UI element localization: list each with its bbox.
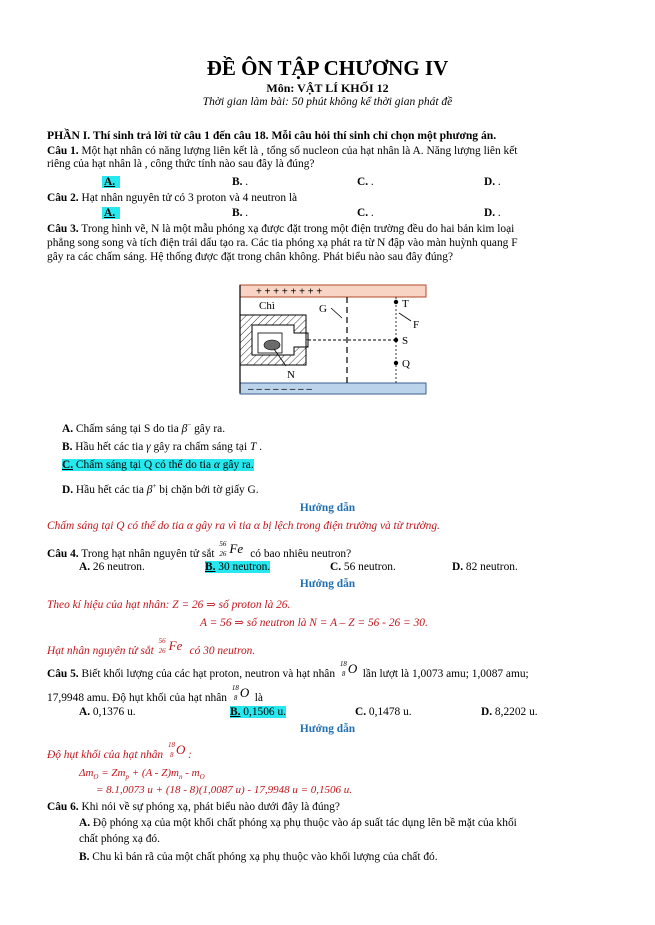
page-title: ĐỀ ÔN TẬP CHƯƠNG IV (206, 56, 449, 80)
question-1-line-1: Câu 1. Một hạt nhân có năng lượng liên kết là , tổng số nucleon của hạt nhân là A. Năng lượng liên kết (47, 145, 518, 157)
question-3-line-1: Câu 3. Trong hình vẽ, N là một mẫu phóng xạ được đặt trong một điện trường đều do hai bản kim loại (47, 223, 515, 235)
q5-option-c[interactable]: C. 0,1478 u. (355, 706, 412, 718)
question-6: Câu 6. Khi nói về sự phóng xạ, phát biểu nào dưới đây là đúng? (47, 801, 340, 813)
q2-option-c[interactable]: C. . (357, 207, 374, 219)
label-s: S (402, 335, 409, 347)
part-one-heading: PHẦN I. Thí sinh trả lời từ câu 1 đến câu 18. Mỗi câu hỏi thí sinh chỉ chọn một phương án. (47, 129, 497, 142)
question-2: Câu 2. Hạt nhân nguyên tử có 3 proton và 4 neutron là (47, 192, 298, 204)
q5-solution-3: = 8.1,0073 u + (18 - 8)(1,0087 u) - 17,9948 u = 0,1506 u. (96, 784, 352, 796)
label-n: N (287, 369, 295, 381)
q3-option-d[interactable]: D. Hầu hết các tia β+ bị chặn bởi tờ giấy G. (62, 482, 259, 496)
q1-option-c[interactable]: C. . (357, 176, 374, 188)
q4-solution-2: A = 56 ⇒ số neutron là N = A – Z = 56 - 26 = 30. (200, 617, 428, 629)
q4-guide-heading: Hướng dẫn (299, 578, 356, 590)
label-q: Q (402, 358, 410, 370)
label-g: G (319, 303, 327, 315)
label-chi: Chì (259, 300, 275, 312)
q5-solution-1: Độ hụt khối của hạt nhân 18 8 O : (47, 741, 192, 761)
label-t: T (402, 298, 409, 310)
negative-signs: – – – – – – – – (248, 384, 312, 395)
q4-option-d[interactable]: D. 82 neutron. (452, 561, 518, 573)
time-line: Thời gian làm bài: 50 phút không kể thời gian phát đề (202, 96, 453, 108)
q6-option-a-line-2: chất phóng xạ đó. (79, 833, 160, 845)
q5-option-d[interactable]: D. 8,2202 u. (481, 706, 538, 718)
sample-n (264, 340, 280, 350)
q5-solution-2: $\Delta m_O = Zm_p + (A - Z)m_n - m_O$ (79, 767, 205, 782)
positive-signs: + + + + + + + + (256, 286, 323, 298)
q1-option-a[interactable]: A. (102, 176, 120, 189)
q6-option-a-line-1[interactable]: A. Độ phóng xạ của một khối chất phóng xạ phụ thuộc vào áp suất tác dụng lên bề mặt của khối (79, 817, 517, 829)
label-f: F (413, 319, 420, 331)
subject-line: Môn: VẬT LÍ KHỐI 12 (266, 81, 389, 95)
question-5-line-2: 17,9948 amu. Độ hụt khối của hạt nhân 18 8 O là (47, 684, 263, 704)
question-1-line-2: riêng của hạt nhân là , công thức tính nào sau đây là đúng? (47, 158, 315, 170)
q5-option-a[interactable]: A. 0,1376 u. (79, 706, 136, 718)
q2-option-b[interactable]: B. . (232, 207, 249, 219)
dot-s (394, 338, 398, 342)
q5-option-b[interactable]: B. 0,1506 u. (230, 706, 287, 718)
q4-solution-1: Theo kí hiệu của hạt nhân: Z = 26 ⇒ số proton là 26. (47, 599, 291, 611)
q2-option-a[interactable]: A. (102, 207, 120, 220)
q1-option-d[interactable]: D. . (484, 176, 501, 188)
question-3-line-3: gây ra các chấm sáng. Hệ thống được đặt trong chân không. Phát biểu nào sau đây đúng? (47, 251, 454, 263)
q3-guide-heading: Hướng dẫn (299, 502, 356, 514)
question-3-line-2: phẳng song song và tích điện trái dấu tạo ra. Các tia phóng xạ phát ra từ N đập vào màn huỳnh quang F (47, 237, 518, 249)
q3-option-c[interactable]: C. Chấm sáng tại Q có thể do tia α gây ra. (62, 459, 254, 471)
question-4: Câu 4. Trong hạt nhân nguyên tử sắt 56 26 Fe có bao nhiêu neutron? (47, 540, 352, 560)
q4-option-c[interactable]: C. 56 neutron. (330, 561, 396, 573)
q5-guide-heading: Hướng dẫn (299, 723, 356, 735)
question-5-line-1: Câu 5. Biết khối lượng của các hạt proton, neutron và hạt nhân 18 8 O lần lượt là 1,0073 amu; 1,0087 amu; (47, 660, 529, 680)
q4-option-b[interactable]: B. 30 neutron. (205, 561, 271, 573)
q3-option-b[interactable]: B. Hầu hết các tia γ gây ra chấm sáng tại T . (62, 441, 262, 453)
q4-solution-3: Hạt nhân nguyên tử sắt 56 26 Fe có 30 neutron. (47, 637, 256, 657)
q3-option-a[interactable]: A. Chấm sáng tại S do tia β− gây ra. (62, 421, 226, 435)
dot-t (394, 300, 398, 304)
q4-option-a[interactable]: A. 26 neutron. (79, 561, 145, 573)
q3-solution: Chấm sáng tại Q có thể do tia α gây ra vì tia α bị lệch trong điện trường và từ trường. (47, 520, 440, 532)
dot-q (394, 361, 398, 365)
q2-option-d[interactable]: D. . (484, 207, 501, 219)
q6-option-b[interactable]: B. Chu kì bán rã của một chất phóng xạ phụ thuộc vào khối lượng của chất đó. (79, 851, 438, 863)
q1-option-b[interactable]: B. . (232, 176, 249, 188)
radiation-diagram (236, 283, 428, 395)
